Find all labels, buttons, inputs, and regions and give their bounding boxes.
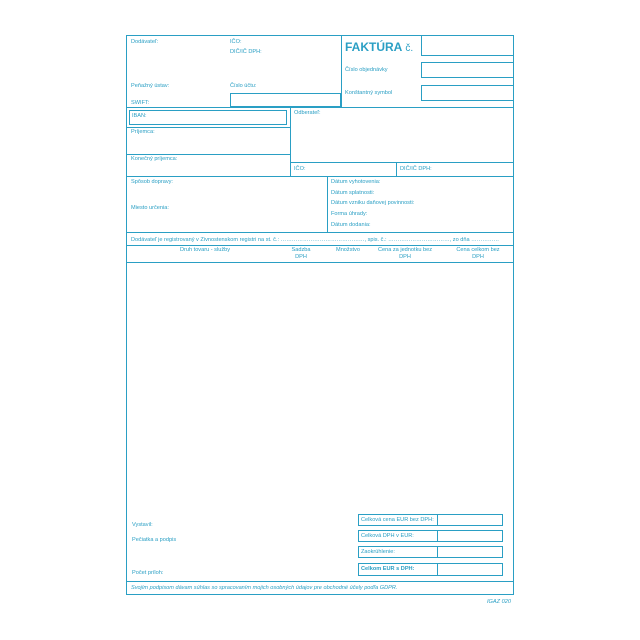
final-recipient-label: Konečný príjemca: [131,156,178,162]
account-field[interactable] [230,93,341,107]
supplier-dic-label: DIČ/IČ DPH: [230,49,262,55]
divider [396,162,397,176]
due-date-label: Dátum splatnosti: [331,190,375,196]
tax-date-label: Dátum vzniku daňovej povinnosti: [331,200,415,206]
attachments-label: Počet príloh: [132,570,164,576]
iban-field[interactable] [129,110,287,125]
divider [290,107,291,176]
issue-date-label: Dátum vyhotovenia: [331,179,381,185]
customer-dic-label: DIČ/IČ DPH: [400,166,432,172]
const-symbol-field[interactable] [421,85,514,101]
divider [126,107,514,108]
divider [327,176,328,232]
order-number-field[interactable] [421,62,514,78]
divider [126,176,514,177]
payment-form-label: Forma úhrady: [331,211,368,217]
order-number-label: Číslo objednávky [345,67,388,73]
invoice-title [345,40,413,54]
invoice-number-field[interactable] [421,35,514,56]
customer-label: Odberateľ: [294,110,321,116]
divider [126,581,514,582]
total-excl-label: Celková cena EUR bez DPH: [361,517,434,523]
total-excl-field[interactable] [437,514,503,526]
destination-label: Miesto určenia: [131,205,169,211]
const-symbol-label: Konštantný symbol [345,90,393,96]
issued-by-label: Vystavil: [132,522,153,528]
column-goods: Druh tovaru - služby [179,247,231,253]
divider [126,127,290,128]
delivery-date-label: Dátum dodania: [331,222,371,228]
customer-ico-label: IČO: [294,166,306,172]
divider [126,232,514,233]
rounding-field[interactable] [437,546,503,558]
divider [126,262,514,263]
shipping-method-label: Spôsob dopravy: [131,179,173,185]
invoice-number-label: č. [405,43,414,54]
iban-label: IBAN: [132,113,147,119]
total-vat-field[interactable] [437,530,503,542]
divider [126,154,290,155]
total-incl-field[interactable] [437,563,503,576]
divider [126,245,514,246]
column-unit-price: Cena za jednotku bez DPH [377,247,433,260]
total-vat-label: Celková DPH v EUR: [361,533,414,539]
account-label: Číslo účtu: [230,83,257,89]
column-quantity: Množstvo [336,247,360,253]
rounding-label: Zaokrúhlenie: [361,549,395,555]
supplier-ico-label: IČO: [230,39,242,45]
supplier-label: Dodávateľ: [131,39,159,45]
divider [341,35,342,107]
invoice-title-text: FAKTÚRA [345,40,403,54]
bank-label: Peňažný ústav: [131,83,170,89]
swift-label: SWIFT: [131,100,150,106]
column-total-price: Cena celkom bez DPH [456,247,500,260]
total-incl-label: Celkom EUR s DPH: [361,566,415,572]
recipient-label: Príjemca: [131,129,155,135]
divider [290,162,514,163]
registry-text: Dodávateľ je registrovaný v Živnostenskom registri na st. č.: ………………………………………, spis. č.: ……………………………, zo dňa …………… [131,237,500,243]
gdpr-consent-text: Svojím podpisom dávam súhlas so spracovaním mojich osobných údajov pre obchodné účely podľa GDPR. [131,585,398,591]
form-code: IGAZ 020 [487,599,511,605]
stamp-signature-label: Pečiatka a podpis [132,537,177,543]
column-vat-rate: Sadzba DPH [291,247,311,260]
